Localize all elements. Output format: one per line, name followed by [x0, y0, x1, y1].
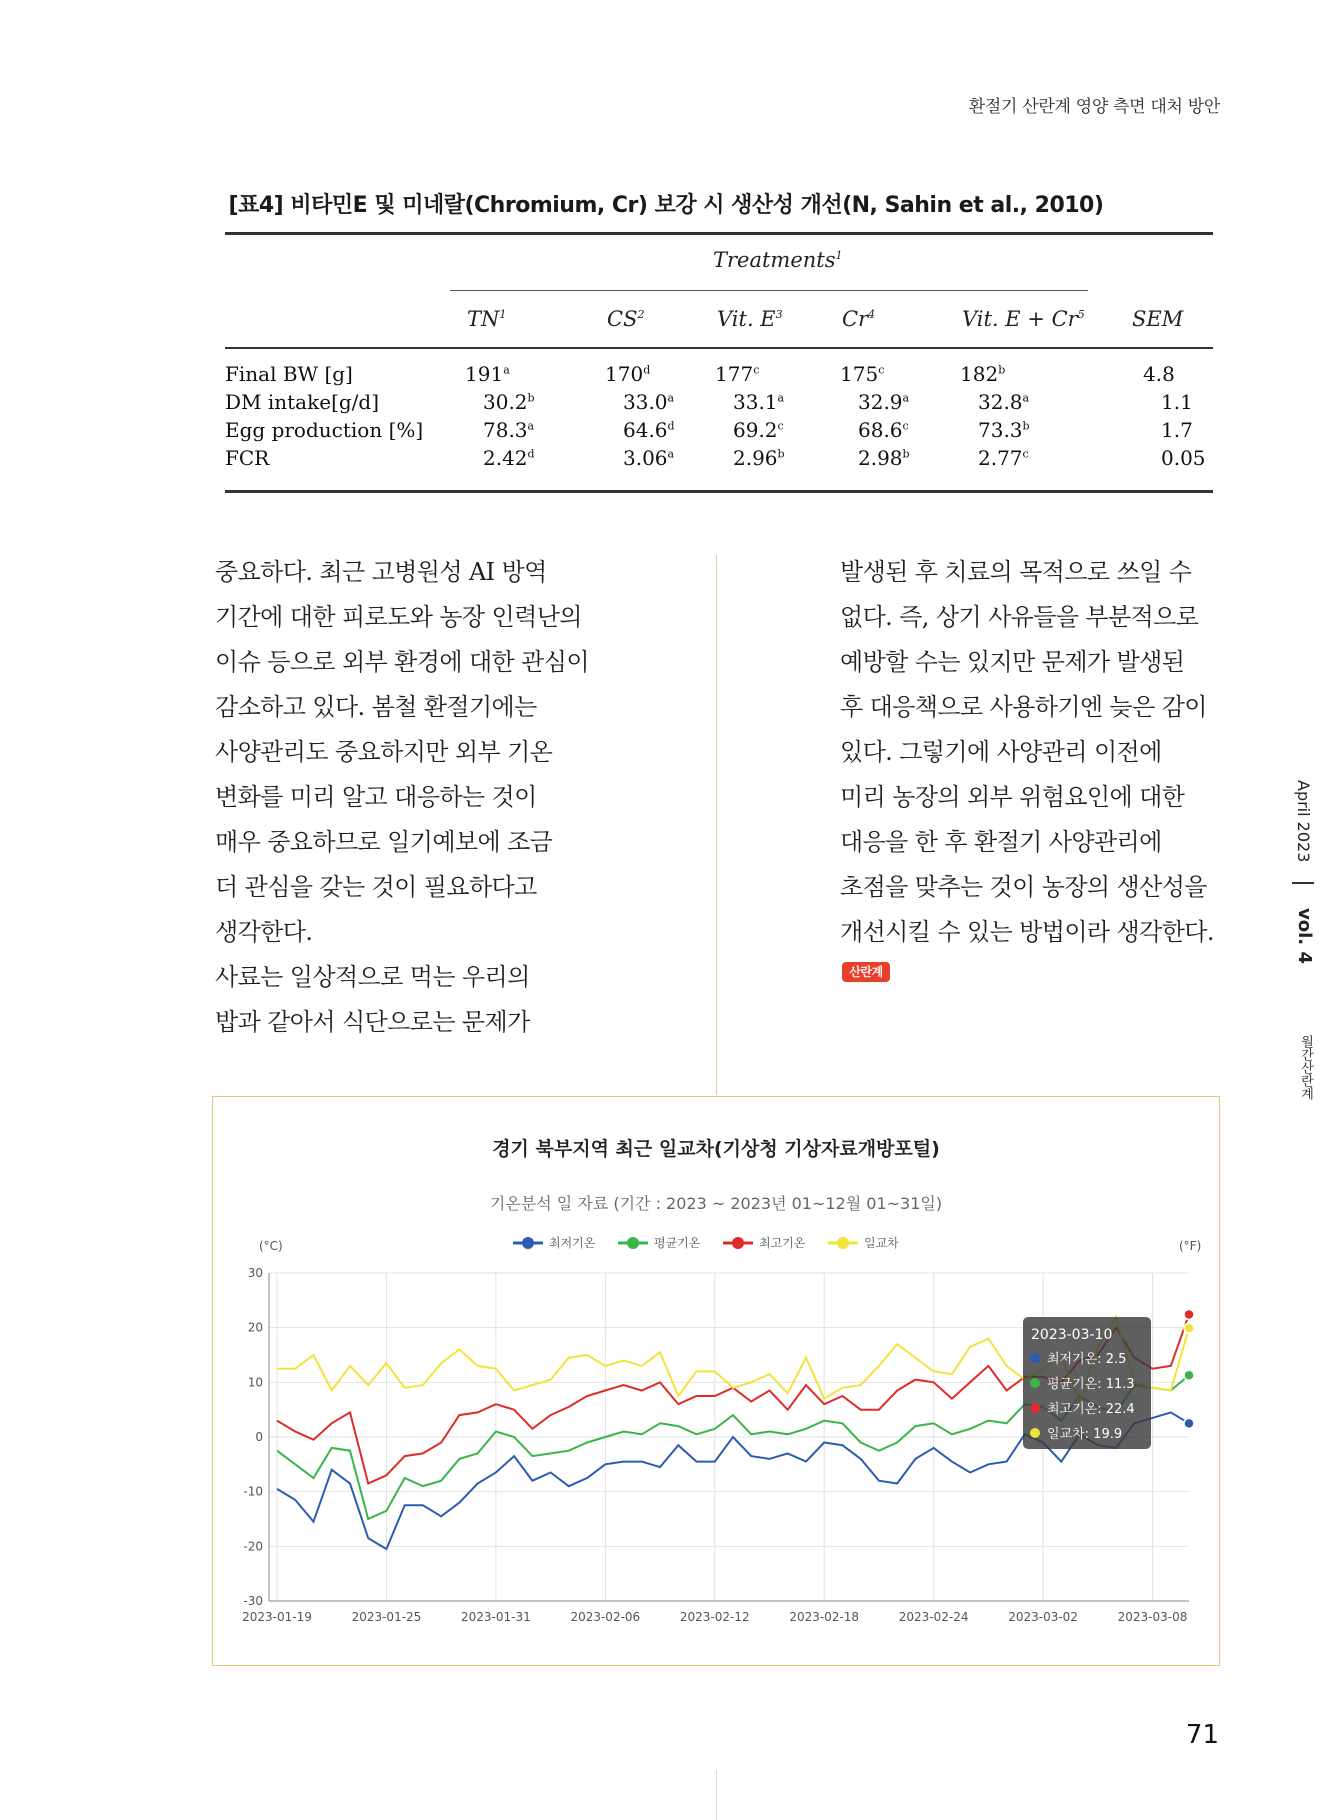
column-header: Vit. $E^3$: [717, 307, 783, 331]
x-tick-label: 2023-02-24: [898, 1610, 969, 1624]
table-cell: 32.8$^a$: [978, 390, 1030, 414]
treatments-rule: [450, 290, 1088, 291]
table-cell: 2.77$^c$: [978, 446, 1029, 470]
x-tick-label: 2023-01-31: [461, 1610, 531, 1624]
x-tick-label: 2023-01-25: [351, 1610, 422, 1624]
volume: vol. 4: [1294, 908, 1315, 964]
tooltip-entry: 평균기온: 11.3: [1047, 1377, 1135, 1392]
series-point: [1184, 1418, 1194, 1428]
body-line: 변화를 미리 알고 대응하는 것이: [215, 783, 537, 811]
x-tick-label: 2023-03-02: [1008, 1610, 1078, 1624]
table-cell: 78.3$^a$: [483, 418, 535, 442]
y-tick-label: -30: [243, 1594, 263, 1608]
table-cell: 73.3$^b$: [978, 418, 1030, 442]
table-cell: 191$^a$: [465, 362, 510, 386]
body-line: 발생된 후 치료의 목적으로 쓰일 수: [840, 558, 1192, 586]
body-line: 예방할 수는 있지만 문제가 발생된: [840, 648, 1185, 676]
y-tick-label: 0: [255, 1430, 263, 1444]
column-header: Cr$^4$: [842, 307, 876, 331]
table-cell: 2.98$^b$: [858, 446, 910, 470]
column-divider: [716, 555, 717, 1095]
table-cell: 182$^b$: [960, 362, 1006, 386]
legend-label: 일교차: [864, 1236, 899, 1250]
body-line: 사양관리도 중요하지만 외부 기온: [215, 738, 553, 766]
issue-date: April 2023: [1294, 780, 1313, 863]
tooltip-dot: [1030, 1428, 1040, 1438]
legend-swatch-dot: [627, 1237, 639, 1249]
body-line: 밥과 같아서 식단으로는 문제가: [215, 1008, 530, 1036]
table-bottom-rule: [225, 490, 1213, 493]
tooltip-dot: [1030, 1378, 1040, 1388]
side-rule: [1292, 882, 1314, 884]
y-unit-left: (°C): [259, 1239, 283, 1253]
body-line: 이슈 등으로 외부 환경에 대한 관심이: [215, 648, 589, 676]
table-caption: [표4] 비타민E 및 미네랄(Chromium, Cr) 보강 시 생산성 개선(N, Sahin et al., 2010): [228, 193, 1104, 218]
treatments-header: Treatments$^1$: [713, 248, 843, 272]
y-tick-label: -10: [243, 1484, 263, 1499]
running-head: 환절기 산란계 영양 측면 대처 방안: [968, 97, 1220, 117]
table-cell: 177$^c$: [715, 362, 760, 386]
tooltip-entry: 최저기온: 2.5: [1047, 1352, 1127, 1367]
table-cell: 1.1: [1161, 390, 1193, 414]
legend-swatch-dot: [732, 1237, 744, 1249]
y-tick-label: 10: [247, 1375, 263, 1390]
header-rule: [225, 347, 1213, 349]
column-header: $CS^2$: [607, 307, 645, 331]
legend-label: 평균기온: [654, 1236, 701, 1250]
chart-title: 경기 북부지역 최근 일교차(기상청 기상자료개방포털): [492, 1138, 940, 1160]
table-top-rule: [225, 232, 1213, 235]
chart-panel: [212, 1096, 1220, 1666]
row-label: Egg production [%]: [225, 418, 424, 442]
y-tick-label: 20: [247, 1320, 263, 1335]
row-label: Final BW [g]: [225, 362, 353, 386]
end-mark-logo: 산란계: [842, 962, 890, 982]
x-tick-label: 2023-02-12: [679, 1610, 750, 1624]
table-cell: 2.42$^d$: [483, 446, 535, 470]
table-cell: 4.8: [1143, 362, 1175, 386]
table-cell: 33.0$^a$: [623, 390, 675, 414]
line-chart: [213, 1097, 1219, 1665]
body-line: 감소하고 있다. 봄철 환절기에는: [215, 693, 537, 721]
body-text-right: [840, 550, 1214, 955]
tooltip-entry: 최고기온: 22.4: [1047, 1402, 1135, 1417]
legend-label: 최고기온: [759, 1236, 806, 1250]
body-line: 없다. 즉, 상기 사유들을 부분적으로: [840, 603, 1199, 631]
series-point: [1184, 1310, 1194, 1320]
data-table: [225, 232, 1213, 496]
y-tick-label: 30: [247, 1266, 263, 1280]
body-line: 초점을 맞추는 것이 농장의 생산성을: [840, 873, 1207, 901]
column-header: Vit. $E + Cr^5$: [962, 307, 1085, 331]
column-header: $TN^1$: [467, 307, 507, 331]
chart-subtitle: 기온분석 일 자료 (기간 : 2023 ~ 2023년 01~12월 01~31일): [489, 1194, 943, 1213]
body-line: 대응을 한 후 환절기 사양관리에: [840, 828, 1162, 856]
body-line: 더 관심을 갖는 것이 필요하다고: [215, 873, 537, 901]
legend-label: 최저기온: [549, 1236, 596, 1250]
body-line: 후 대응책으로 사용하기엔 늦은 감이: [840, 693, 1207, 721]
legend-swatch-dot: [837, 1237, 849, 1249]
tooltip-entry: 일교차: 19.9: [1047, 1427, 1123, 1442]
tooltip-dot: [1030, 1403, 1040, 1413]
table-cell: 32.9$^a$: [858, 390, 910, 414]
table-cell: 1.7: [1161, 418, 1193, 442]
row-label: DM intake[g/d]: [225, 390, 380, 414]
x-tick-label: 2023-01-19: [242, 1610, 312, 1624]
series-point: [1184, 1370, 1194, 1380]
table-cell: 64.6$^d$: [623, 418, 675, 442]
table-cell: 3.06$^a$: [623, 446, 675, 470]
body-line: 생각한다.: [215, 918, 313, 946]
body-line: 기간에 대한 피로도와 농장 인력난의: [215, 603, 582, 631]
body-text-left: [215, 550, 589, 1045]
table-cell: 175$^c$: [840, 362, 885, 386]
y-unit-right: (°F): [1179, 1239, 1202, 1253]
body-line: 매우 중요하므로 일기예보에 조금: [215, 828, 553, 856]
body-line: 미리 농장의 외부 위험요인에 대한: [840, 783, 1185, 811]
gutter-rule: [716, 1770, 717, 1820]
column-header: SEM: [1132, 307, 1184, 331]
table-cell: 0.05: [1161, 446, 1206, 470]
legend-swatch-dot: [522, 1237, 534, 1249]
table-cell: 68.6$^c$: [858, 418, 909, 442]
row-label: FCR: [225, 446, 270, 470]
body-line: 사료는 일상적으로 먹는 우리의: [215, 963, 530, 991]
body-line: 있다. 그렇기에 사양관리 이전에: [840, 738, 1162, 766]
x-tick-label: 2023-03-08: [1117, 1610, 1188, 1624]
tooltip-dot: [1030, 1353, 1040, 1363]
body-line: 개선시킬 수 있는 방법이라 생각한다.: [840, 918, 1214, 946]
table-cell: 170$^d$: [605, 362, 651, 386]
x-tick-label: 2023-02-18: [789, 1610, 860, 1624]
table-cell: 33.1$^a$: [733, 390, 785, 414]
y-tick-label: -20: [243, 1539, 263, 1554]
magazine-name: 월간산란계: [1298, 1035, 1313, 1100]
table-cell: 30.2$^b$: [483, 390, 535, 414]
page-number: 71: [1185, 1720, 1219, 1750]
tooltip-date: 2023-03-10: [1031, 1327, 1113, 1343]
x-tick-label: 2023-02-06: [570, 1610, 641, 1624]
body-line: 중요하다. 최근 고병원성 AI 방역: [215, 558, 547, 586]
side-issue-info: [1294, 780, 1315, 1100]
table-cell: 2.96$^b$: [733, 446, 785, 470]
series-point: [1184, 1323, 1194, 1333]
table-cell: 69.2$^c$: [733, 418, 784, 442]
